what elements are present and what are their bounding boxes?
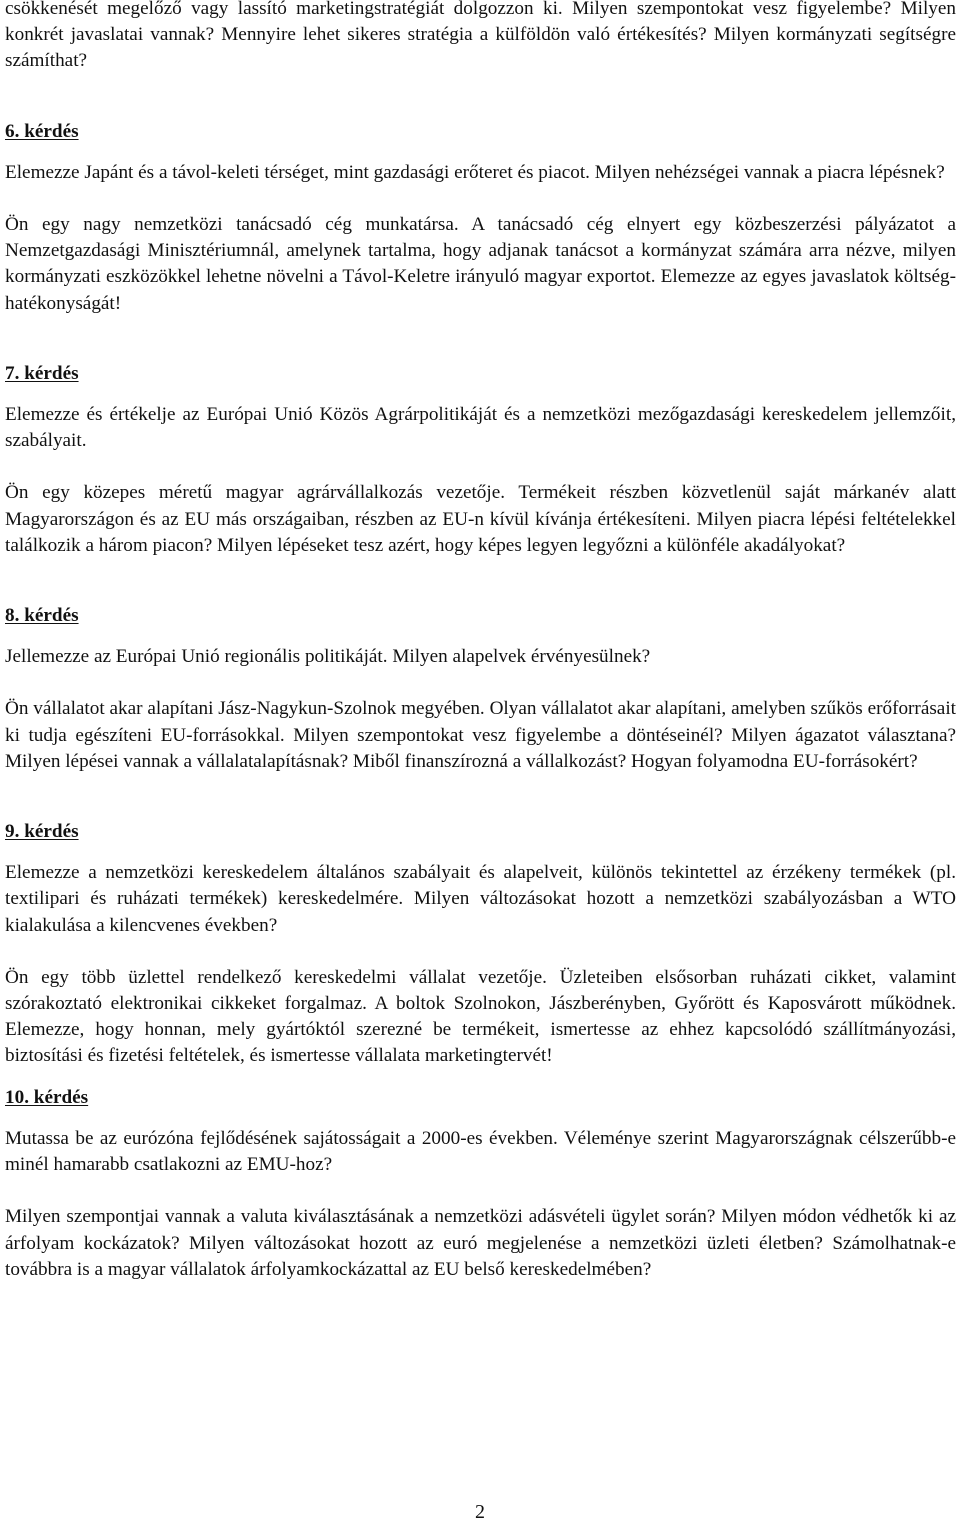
question-6: [5, 119, 956, 317]
question-heading: 10. kérdés: [5, 1086, 89, 1108]
question-10: [5, 1085, 956, 1283]
question-heading: 7. kérdés: [5, 362, 79, 384]
page-number: 2: [475, 1501, 485, 1523]
case-study-text: Milyen szempontjai vannak a valuta kiválasztásának a nemzetközi adásvételi ügylet során? Milyen módon védhetők ki az árfolyam kockázatok? Milyen változásokat hozott az euró megjelenése a nemzetközi üzleti életben? Számolhatnak-e továbbra is a magyar vállalatok árfolyamkockázattal az EU belső kereskedelmében?: [5, 1206, 956, 1280]
document-page: [5, 0, 956, 1283]
question-9: [5, 819, 956, 1070]
case-study-text: Ön vállalatot akar alapítani Jász-Nagykun-Szolnok megyében. Olyan vállalatot akar alapítani, amelyben szűkös erőforrásait ki tudja egészíteni EU-forrásokkal. Milyen szempontokat vesz figyelembe a döntéseinél? Milyen ágazatot választana? Milyen lépései vannak a vállalatalapításnak? Miből finanszírozná a vállalkozást? Hogyan folyamodna EU-forrásokért?: [5, 698, 956, 772]
question-heading: 9. kérdés: [5, 821, 79, 843]
case-study-text: Ön egy közepes méretű magyar agrárvállalkozás vezetője. Termékeit részben közvetlenül saját márkanév alatt Magyarországon és az EU más országaiban, részben az EU-n kívül kívánja értékesíteni. Milyen piacra lépési feltételekkel találkozik a három piacon? Milyen lépéseket tesz azért, hogy képes legyen legyőzni a különféle akadályokat?: [5, 482, 956, 556]
question-text: Mutassa be az eurózóna fejlődésének sajátosságait a 2000-es években. Véleménye szerint Magyarországnak célszerűbb-e minél hamarabb csatlakozni az EMU-hoz?: [5, 1127, 956, 1176]
case-study-text: Ön egy több üzlettel rendelkező kereskedelmi vállalat vezetője. Üzleteiben elsősorban ruházati cikket, valamint szórakoztató elektronikai cikkeket forgalmaz. A boltok Szolnokon, Jászberényben, Győrött és Kaposvárott működnek. Elemezze, hogy honnan, mely gyártóktól szerezné be termékeit, ismertesse az ehhez kapcsolódó szállítmányozási, biztosítási és fizetési feltételek, és ismertesse vállalata marketingtervét!: [5, 966, 956, 1067]
question-heading: 8. kérdés: [5, 605, 79, 627]
question-7: [5, 361, 956, 559]
question-text: Elemezze és értékelje az Európai Unió Közös Agrárpolitikáját és a nemzetközi mezőgazdasági kereskedelem jellemzőit, szabályait.: [5, 404, 956, 452]
question-text: Elemezze Japánt és a távol-keleti térséget, mint gazdasági erőteret és piacot. Milyen nehézségei vannak a piacra lépésnek?: [5, 161, 945, 183]
case-study-text: Ön egy nagy nemzetközi tanácsadó cég munkatársa. A tanácsadó cég elnyert egy közbeszerzési pályázatot a Nemzetgazdasági Minisztériumnál, amelynek tartalma, hogy adjanak tanácsot a kormányzat számára arra nézve, milyen kormányzati eszközökkel lehetne növelni a Távol-Keletre irányuló magyar exportot. Elemezze az egyes javaslatok költség-hatékonyságát!: [5, 214, 956, 314]
continuation-paragraph: csökkenését megelőző vagy lassító marketingstratégiát dolgozzon ki. Milyen szempontokat vesz figyelembe? Milyen konkrét javaslatai vannak? Mennyire lehet sikeres stratégia a külföldön való értékesítés? Milyen kormányzati segítségre számíthat?: [5, 0, 956, 72]
question-heading: 6. kérdés: [5, 120, 79, 142]
question-8: [5, 603, 956, 775]
question-text: Elemezze a nemzetközi kereskedelem általános szabályait és alapelveit, különös tekintettel az érzékeny termékek (pl. textilipari és ruházati termékek) kereskedelmére. Milyen változásokat hozott a nemzetközi szabályozásban a WTO kialakulása a kilencvenes években?: [5, 862, 956, 936]
question-text: Jellemezze az Európai Unió regionális politikáját. Milyen alapelvek érvényesülnek?: [5, 646, 651, 668]
